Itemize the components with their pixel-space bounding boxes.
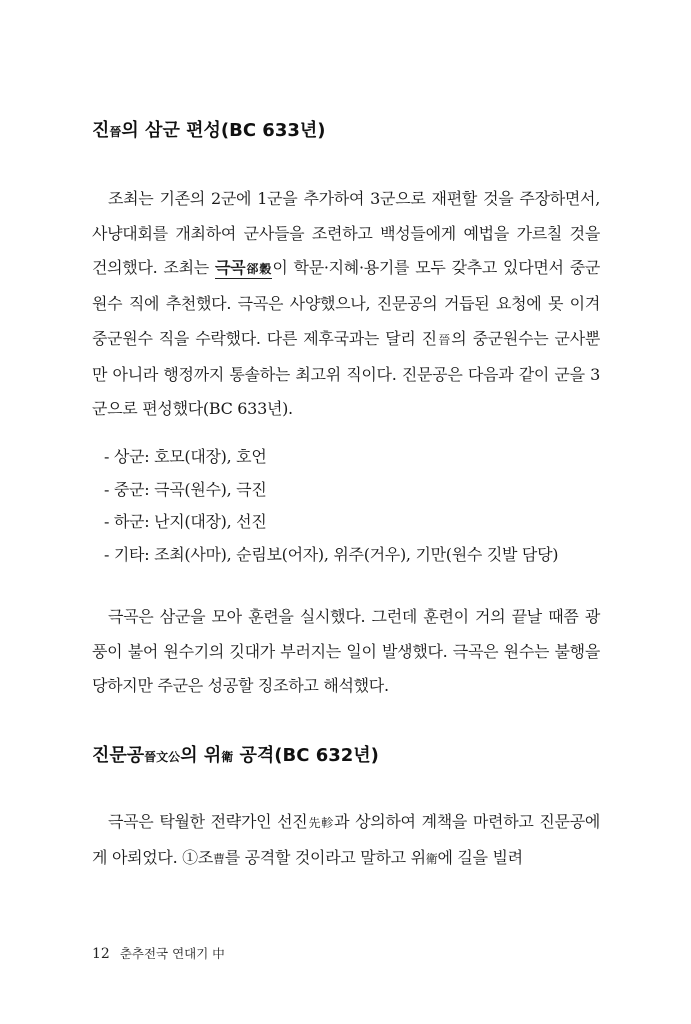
list-item: - 기타: 조최(사마), 순림보(어자), 위주(거우), 기만(원수 깃발 담당) — [104, 544, 559, 564]
paragraph-text: 극곡은 탁월한 전략가인 선진 — [108, 812, 308, 831]
name-hanja: 郤穀 — [245, 262, 273, 277]
paragraph-text: 의 중군원수는 군사뿐만 아니라 행정까지 통솔하는 최고위 직이다. 진문공은 다음과 같이 군을 3군으로 편성했다(BC 633년). — [92, 328, 601, 419]
army-roster-list — [104, 441, 558, 571]
heading-text: 진 — [92, 120, 110, 141]
paragraph-training — [92, 600, 600, 704]
inline-hanja: 先軫 — [307, 816, 335, 830]
paragraph-text: 에 길을 빌려 — [437, 847, 523, 867]
heading-text: 공격(BC 632년) — [233, 745, 379, 766]
paragraph-strategy — [92, 805, 600, 876]
heading-hanja: 衛 — [221, 750, 234, 764]
inline-hanja: 衛 — [425, 851, 438, 866]
section-heading-attack-wei — [92, 741, 379, 767]
inline-hanja: 曹 — [213, 851, 225, 866]
heading-text: 의 위 — [180, 745, 222, 766]
list-item: - 상군: 호모(대장), 호언 — [104, 447, 267, 466]
paragraph-text: 과 상의하여 계책을 마련하고 진문공에게 아뢰었다. ①조 — [92, 812, 601, 867]
heading-text: 의 삼군 편성(BC 633년) — [121, 120, 326, 141]
list-item: - 하군: 난지(대장), 선진 — [104, 512, 267, 531]
inline-hanja: 晉 — [436, 332, 452, 347]
heading-hanja: 晉 — [109, 125, 122, 139]
paragraph-text: 극곡은 삼군을 모아 훈련을 실시했다. 그런데 훈련이 거의 끝날 때쯤 광풍이 불어 원수기의 깃대가 부러지는 일이 발생했다. 극곡은 원수는 불행을 당하지만 주군은 성공할 징조하고 해석했다. — [92, 607, 600, 696]
heading-hanja: 晉文公 — [144, 750, 181, 764]
heading-text: 진문공 — [92, 745, 145, 766]
paragraph-army-formation — [92, 182, 600, 427]
page-number: 12 — [92, 946, 110, 962]
paragraph-text: 이 학문·지혜·용기를 모두 갖추고 있다면서 중군원수 직에 추천했다. 극곡은 사양했으나, 진문공의 거듭된 요청에 못 이겨 중군원수 직을 수락했다. 다른 제후국과는 달리 진 — [92, 258, 601, 348]
paragraph-text: 조최는 기존의 2군에 1군을 추가하여 3군으로 재편할 것을 주장하면서, 사냥대회를 개최하여 군사들을 조련하고 백성들에게 예법을 가르칠 것을 건의했다. 조최는 — [92, 189, 600, 278]
list-item: - 중군: 극곡(원수), 극진 — [104, 479, 267, 499]
page-footer — [92, 944, 225, 962]
section-heading-army-formation — [92, 116, 326, 142]
paragraph-text: 를 공격할 것이라고 말하고 위 — [224, 847, 426, 867]
book-title: 춘추전국 연대기 中 — [119, 946, 225, 961]
name-text: 극곡 — [214, 258, 246, 278]
highlighted-name — [215, 258, 272, 279]
